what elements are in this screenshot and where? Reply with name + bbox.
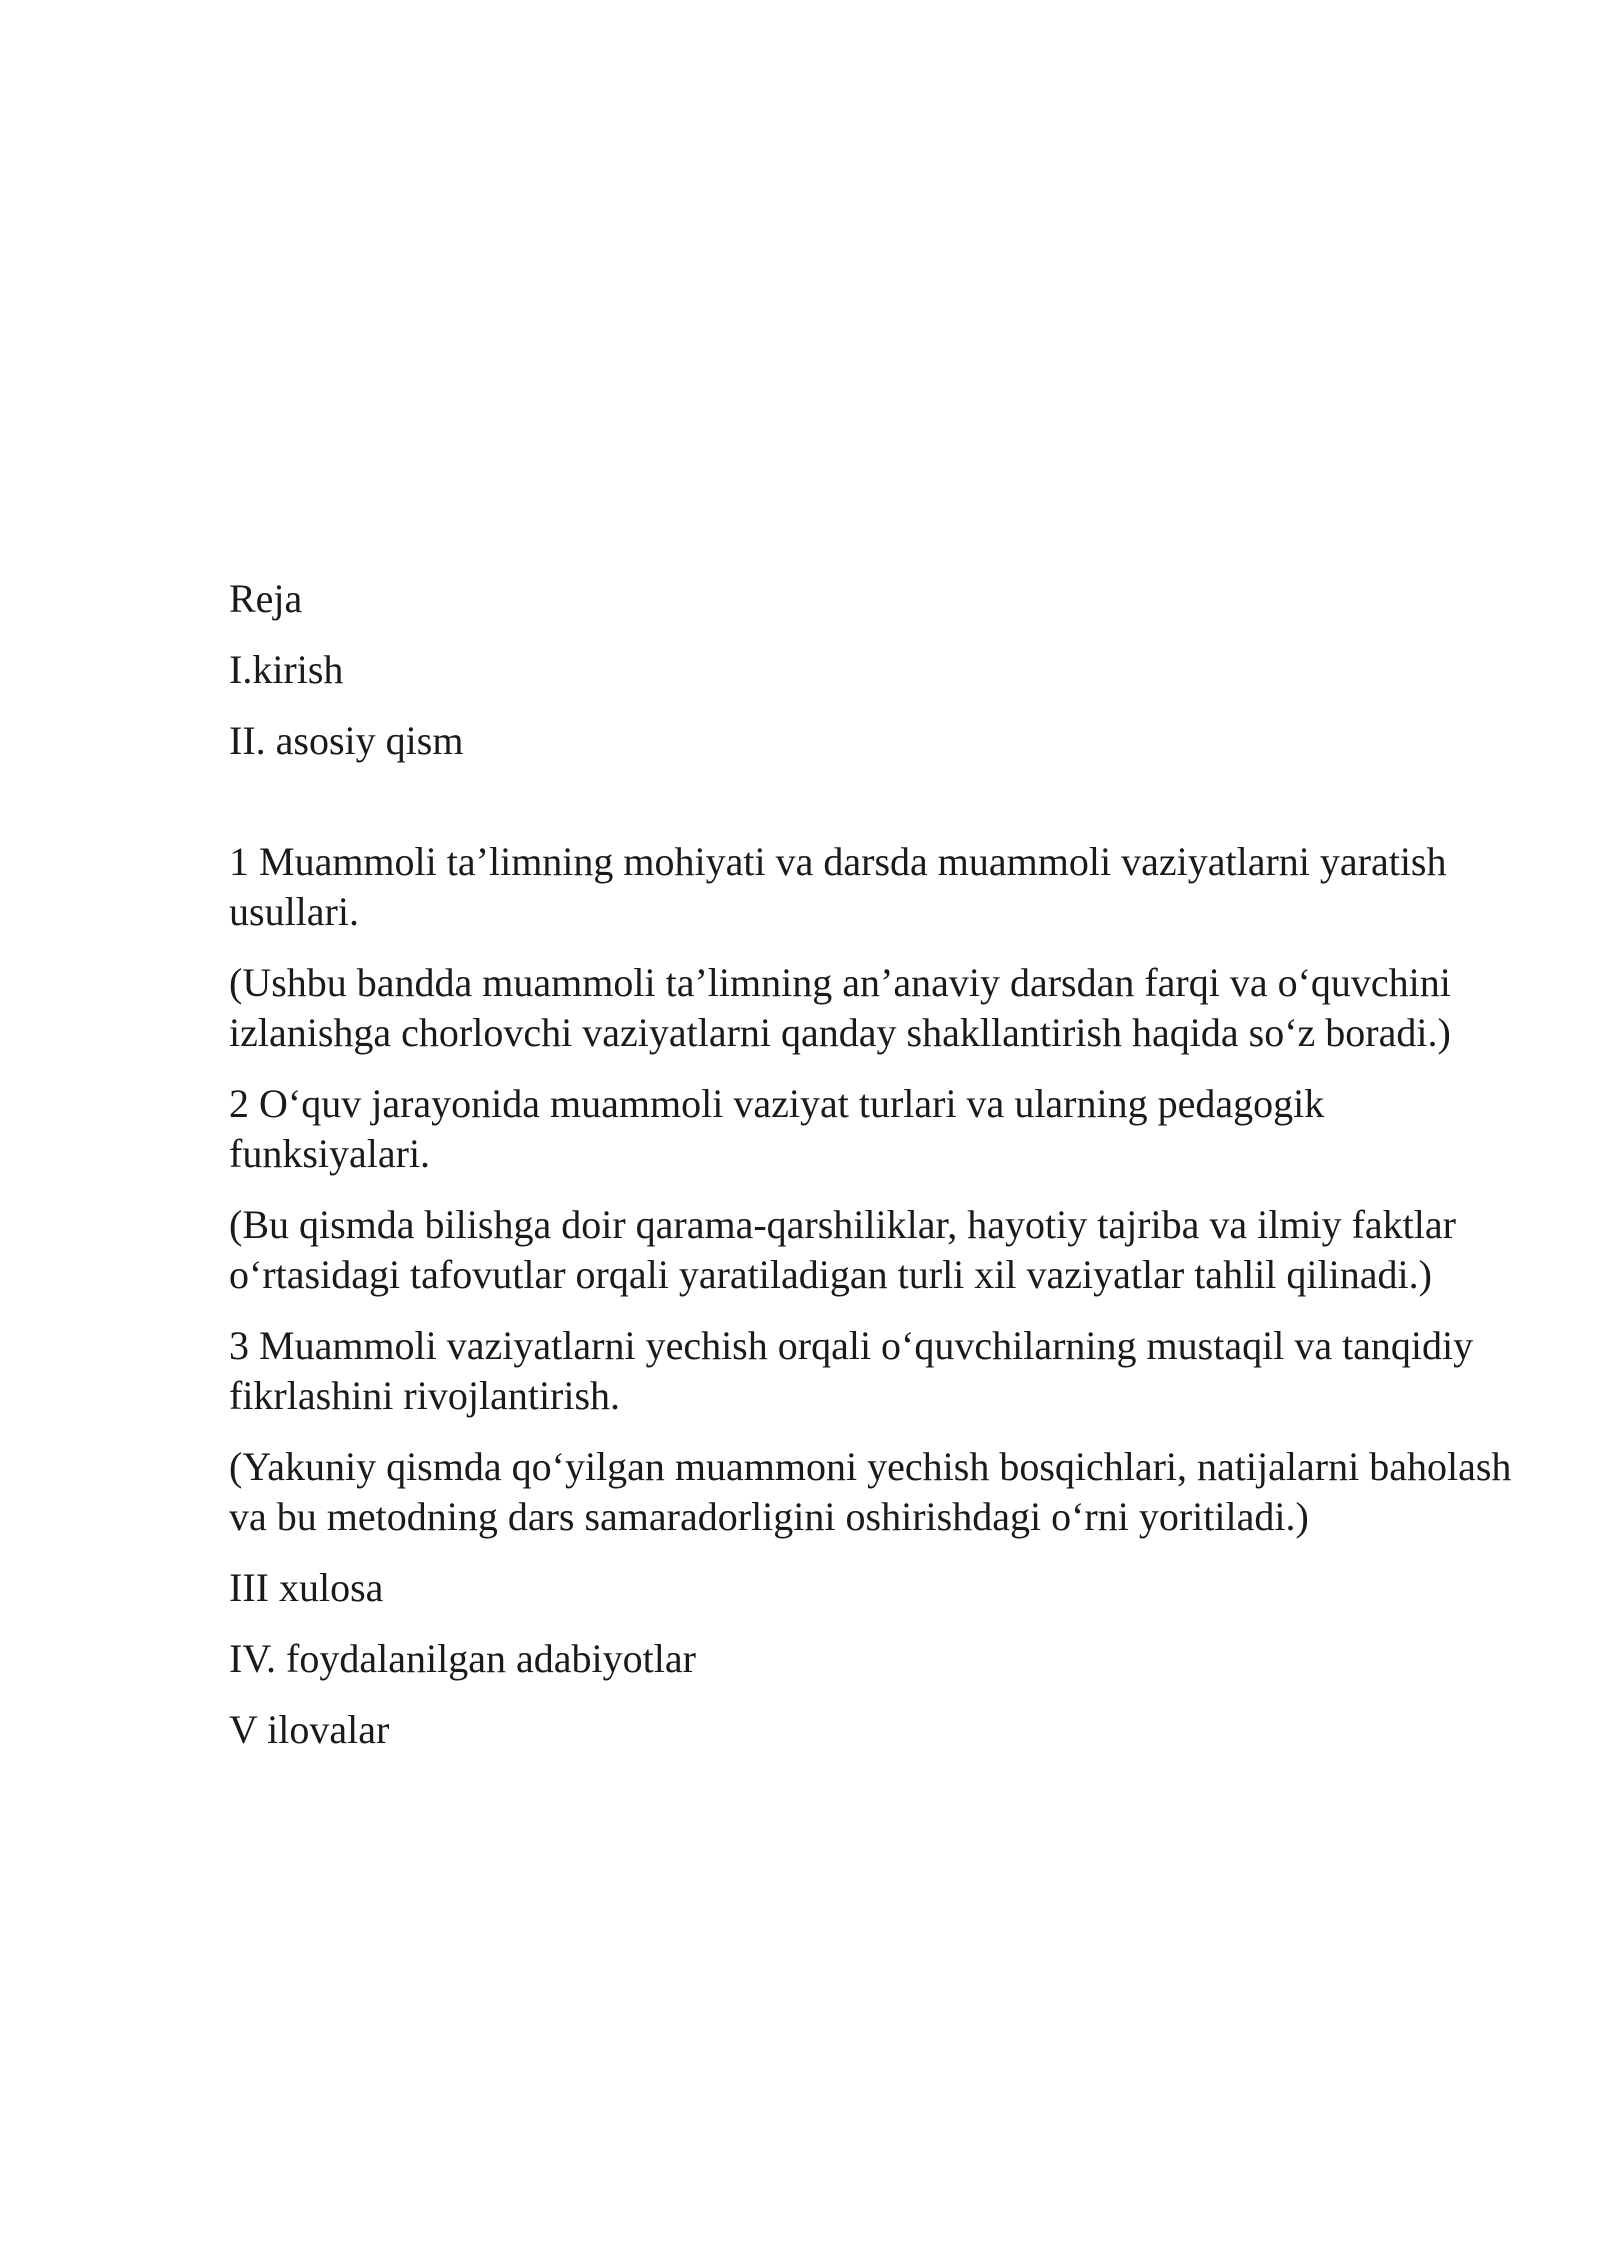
plan-item-introduction: I.kirish [229,647,344,692]
plan-subitem-2-description: (Bu qismda bilishga doir qarama-qarshiliklar, hayotiy tajriba va ilmiy faktlar o‘rtasidagi tafovutlar orqali yaratiladigan turli xil vaziyatlar tahlil qilinadi.) [229,1202,1456,1297]
plan-subitem-1: 1 Muammoli ta’limning mohiyati va darsda muammoli vaziyatlarni yaratish usullari. [229,839,1447,934]
document-body [229,574,1529,1776]
plan-subitem-3-description: (Yakuniy qismda qo‘yilgan muammoni yechish bosqichlari, natijalarni baholash va bu metodning dars samaradorligini oshirishdagi o‘rni yoritiladi.) [229,1444,1512,1539]
plan-subitem-3: 3 Muammoli vaziyatlarni yechish orqali o‘quvchilarning mustaqil va tanqidiy fikrlashini rivojlantirish. [229,1323,1474,1418]
plan-item-main-part: II. asosiy qism [229,718,464,763]
plan-item-appendices: V ilovalar [229,1707,390,1752]
plan-subitem-1-description: (Ushbu bandda muammoli ta’limning an’anaviy darsdan farqi va o‘quvchini izlanishga chorlovchi vaziyatlarni qanday shakllantirish haqida so‘z boradi.) [229,960,1451,1055]
plan-heading: Reja [229,576,303,621]
plan-subitem-2: 2 O‘quv jarayonida muammoli vaziyat turlari va ularning pedagogik funksiyalari. [229,1081,1325,1176]
plan-item-references: IV. foydalanilgan adabiyotlar [229,1636,696,1681]
plan-item-conclusion: III xulosa [229,1565,384,1610]
